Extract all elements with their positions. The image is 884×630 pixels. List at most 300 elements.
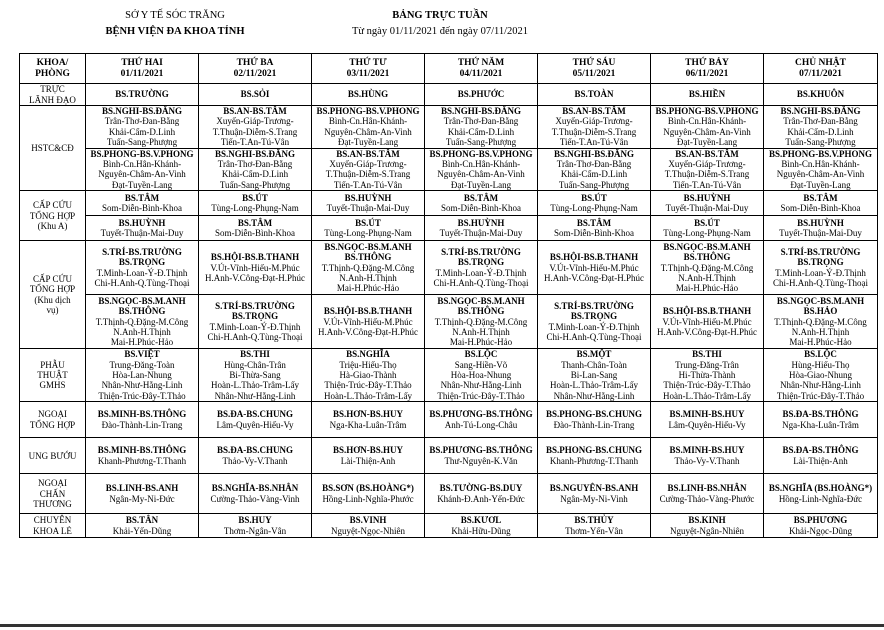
day-column-header (764, 54, 878, 84)
lead-doctor: BS.PHƯƠNG-BS.THÔNG (429, 409, 533, 420)
lead-doctor: BS.TÂN (125, 515, 159, 526)
staff-names: Thiện-Trúc-Đây-T.Thảo (776, 390, 865, 401)
dept-cell (20, 438, 86, 474)
staff-names: Tuấn-Sang-Phượng (106, 137, 178, 148)
staff-names: Thư-Nguyên-K.Văn (444, 455, 518, 466)
staff-names: Trân-Thơ-Đan-Bằng (783, 116, 858, 127)
lead-doctor: BS.HÙNG (347, 89, 389, 100)
staff-names: Sang-Hiền-Võ (454, 359, 508, 370)
dept-cell (20, 349, 86, 402)
staff-names: V.Út-Vĩnh-Hiếu-M.Phúc (662, 316, 752, 327)
shift-cell (425, 106, 538, 149)
shift-cell (425, 191, 538, 216)
lead-doctor: BS.HUỲNH (344, 192, 392, 203)
staff-names: Tuấn-Sang-Phượng (219, 179, 291, 190)
staff-names: Thiện-Trúc-Đây-T.Thảo (98, 390, 186, 401)
staff-names: Khải-Cẩm-D.Linh (787, 126, 854, 137)
lead-doctor: BS.THÔNG (344, 252, 392, 263)
staff-names: Thiện-Trúc-Đây-T.Thảo (324, 380, 412, 391)
lead-doctor: BS.TRỌNG (231, 311, 279, 322)
staff-names: Tùng-Long-Phụng-Nam (550, 203, 638, 214)
shift-cell (538, 474, 651, 514)
lead-doctor: BS.TÂM (124, 192, 160, 203)
staff-names: Tiến-T.An-Tú-Vân (672, 179, 742, 190)
day-date: 04/11/2021 (459, 68, 503, 79)
staff-names: Tuyết-Thuận-Mai-Duy (326, 203, 410, 214)
lead-doctor: BS.SỎI (240, 89, 270, 100)
shift-cell (199, 295, 312, 349)
staff-names: Nhân-Như-Hằng-Linh (553, 390, 635, 401)
staff-names: Tuyết-Thuận-Mai-Duy (665, 203, 749, 214)
staff-names: Hoàn-L.Thảo-Trâm-Lấy (324, 390, 412, 401)
shift-cell (86, 514, 199, 538)
staff-names: Ngân-My-Ni-Đức (109, 493, 175, 504)
lead-doctor: BS.THÔNG (457, 306, 505, 317)
staff-names: T.Thuận-Diễm-S.Trang (551, 126, 637, 137)
staff-names: T.Thịnh-Q.Đặng-M.Công (434, 316, 528, 327)
table-row (20, 474, 878, 514)
staff-names: Mai-H.Phúc-Hảo (789, 337, 852, 348)
lead-doctor: BS.MINH-BS.HUY (669, 445, 745, 456)
table-row (20, 241, 878, 295)
lead-doctor: BS.THÔNG (683, 252, 731, 263)
lead-doctor: BS.NGHI-BS.ĐĂNG (780, 106, 861, 116)
staff-names: V.Út-Vĩnh-Hiếu-M.Phúc (210, 262, 300, 273)
lead-doctor: BS.HƠN-BS.HUY (332, 445, 403, 456)
staff-names: T.Thịnh-Q.Đặng-M.Công (660, 262, 754, 273)
staff-names: Chi-H.Anh-Q.Tùng-Thoại (546, 332, 642, 343)
staff-names: Hùng-Hiếu-Thọ (791, 359, 850, 370)
lead-doctor: BS.THI (692, 349, 722, 360)
shift-cell (538, 84, 651, 106)
staff-names: Thảo-Vy-V.Thanh (674, 455, 740, 466)
staff-names: Đạt-Tuyền-Lang (111, 179, 173, 190)
dept-name-line: THUẬT (37, 370, 68, 381)
shift-cell (764, 474, 878, 514)
staff-names: T.Thịnh-Q.Đặng-M.Công (321, 262, 415, 273)
shift-cell (764, 148, 878, 191)
staff-names: Nhân-Như-Hằng-Linh (780, 380, 861, 391)
dept-name-line: CẤP CỨU (33, 200, 72, 211)
staff-names: T.Thuận-Diễm-S.Trang (212, 126, 298, 137)
staff-names: Đạt-Tuyền-Lang (790, 179, 851, 190)
shift-cell (312, 474, 425, 514)
shift-cell (425, 349, 538, 402)
shift-cell (538, 241, 651, 295)
staff-names: Hòa-Giao-Nhung (789, 370, 852, 381)
shift-cell (538, 438, 651, 474)
staff-names: Khánh-Đ.Anh-Yến-Đức (437, 493, 525, 504)
shift-cell (312, 295, 425, 349)
document-header-right (330, 8, 550, 40)
staff-names: Hòa-Lan-Nhung (112, 370, 172, 381)
staff-names: Anh-Tú-Long-Châu (444, 419, 518, 430)
shift-cell (538, 148, 651, 191)
staff-names: Hoàn-L.Thảo-Trâm-Lấy (211, 380, 299, 391)
shift-cell (538, 295, 651, 349)
shift-cell (86, 241, 199, 295)
shift-cell (312, 402, 425, 438)
shift-cell (651, 148, 764, 191)
lead-doctor: BS.HƠN-BS.HUY (332, 409, 403, 420)
staff-names: Hà-Giao-Thành (339, 370, 397, 381)
shift-cell (651, 295, 764, 349)
staff-names: Chi-H.Anh-Q.Tùng-Thoại (94, 278, 190, 289)
shift-cell (425, 402, 538, 438)
shift-cell (651, 514, 764, 538)
staff-names: Thảo-Vy-V.Thanh (222, 455, 288, 466)
staff-names: Bi-Thừa-Sang (229, 370, 281, 381)
lead-doctor: BS.THI (240, 349, 270, 360)
dept-header-line: PHÒNG (35, 68, 70, 79)
staff-names: Tuấn-Sang-Phượng (785, 137, 856, 148)
lead-doctor: BS.AN-BS.TÂM (562, 106, 626, 116)
table-row (20, 106, 878, 149)
staff-names: Som-Diễn-Bình-Khoa (554, 228, 634, 239)
dept-name-line: (Khu dịch (34, 294, 71, 305)
day-column-header (425, 54, 538, 84)
staff-names: Thơm-Yến-Vân (565, 525, 623, 536)
dept-name-line: TỔNG HỢP (29, 419, 76, 430)
dept-name-line: (Khu A) (37, 220, 68, 231)
staff-names: Trân-Thơ-Đan-Bằng (443, 116, 519, 127)
dept-cell (20, 514, 86, 538)
lead-doctor: BS.ĐA-BS.THÔNG (782, 409, 859, 420)
shift-cell (425, 474, 538, 514)
staff-names: T.Minh-Loan-Ý-Đ.Thịnh (209, 321, 301, 332)
staff-names: T.Minh-Loan-Ý-Đ.Thịnh (435, 267, 527, 278)
day-name: THỨ NĂM (457, 57, 505, 68)
staff-names: Nhân-Như-Hằng-Linh (214, 390, 296, 401)
shift-cell (538, 106, 651, 149)
dept-header-line: KHOA/ (36, 57, 69, 68)
header-row (20, 54, 878, 84)
staff-names: Bình-Cn.Hân-Khánh- (781, 159, 860, 170)
staff-names: Khải-Cẩm-D.Linh (221, 169, 289, 180)
staff-names: Som-Diễn-Bình-Khoa (102, 203, 182, 214)
table-row (20, 191, 878, 216)
shift-cell (199, 216, 312, 241)
shift-cell (425, 295, 538, 349)
lead-doctor: BS.MINH-BS.THÔNG (97, 445, 187, 456)
shift-cell (651, 349, 764, 402)
shift-cell (764, 402, 878, 438)
shift-cell (425, 514, 538, 538)
staff-names: Tuấn-Sang-Phượng (445, 137, 517, 148)
staff-names: Hòa-Hoa-Nhung (450, 370, 512, 381)
staff-names: Hoàn-L.Thảo-Trâm-Lấy (663, 390, 751, 401)
shift-cell (764, 295, 878, 349)
day-name: THỨ HAI (121, 57, 163, 68)
staff-names: Đạt-Tuyền-Lang (676, 137, 738, 148)
shift-cell (538, 402, 651, 438)
shift-cell (764, 84, 878, 106)
roster-header (20, 54, 878, 84)
lead-doctor: BS.HUỲNH (118, 217, 166, 228)
lead-doctor: BS.PHONG-BS.CHUNG (545, 445, 642, 456)
staff-names: Trân-Thơ-Đan-Bằng (104, 116, 180, 127)
staff-names: Khải-Ngọc-Dũng (789, 525, 852, 536)
lead-doctor: BS.NGHI-BS.ĐĂNG (101, 106, 182, 116)
lead-doctor: BS.AN-BS.TÂM (675, 148, 739, 159)
shift-cell (538, 191, 651, 216)
staff-names: H.Anh-V.Công-Đạt-H.Phúc (656, 326, 758, 337)
lead-doctor: BS.HỘI-BS.B.THANH (549, 252, 639, 263)
lead-doctor: BS.NGỌC-BS.M.ANH (98, 295, 186, 306)
lead-doctor: BS.NGHI-BS.ĐĂNG (214, 148, 295, 159)
table-row (20, 216, 878, 241)
staff-names: Nhân-Như-Hằng-Linh (101, 380, 183, 391)
lead-doctor: BS.TRƯỜNG (115, 89, 169, 100)
lead-doctor: BS.ĐA-BS.CHUNG (216, 445, 293, 456)
shift-cell (538, 514, 651, 538)
day-date: 07/11/2021 (799, 68, 842, 79)
staff-names: Tuyết-Thuận-Mai-Duy (439, 228, 523, 239)
staff-names: T.Thuận-Diễm-S.Trang (664, 169, 750, 180)
table-row (20, 84, 878, 106)
shift-cell (538, 216, 651, 241)
roster-body (20, 84, 878, 538)
shift-cell (312, 514, 425, 538)
staff-names: N.Anh-H.Thịnh (339, 272, 397, 283)
lead-doctor: S.TRÍ-BS.TRƯỜNG (215, 300, 295, 311)
lead-doctor: BS.PHONG-BS.V.PHONG (429, 148, 533, 159)
staff-names: Lâm-Quyên-Hiếu-Vy (668, 419, 746, 430)
staff-names: Lâm-Quyên-Hiếu-Vy (216, 419, 294, 430)
shift-cell (651, 474, 764, 514)
staff-names: Nguyên-Châm-An-Vinh (324, 126, 412, 137)
staff-names: Tiến-T.An-Tú-Vân (220, 137, 290, 148)
shift-cell (199, 402, 312, 438)
staff-names: Lài-Thiện-Anh (340, 455, 396, 466)
staff-names: Bình-Cn.Hân-Khánh- (667, 116, 747, 127)
staff-names: Cường-Thảo-Vàng-Vinh (210, 493, 300, 504)
dept-name-line: CHUYÊN (33, 515, 72, 526)
lead-doctor: BS.PHONG-BS.V.PHONG (655, 106, 759, 116)
lead-doctor: BS.HUY (238, 515, 272, 526)
staff-names: Chi-H.Anh-Q.Tùng-Thoại (207, 332, 303, 343)
lead-doctor: BS.SƠN (BS.HOÀNG*) (322, 483, 414, 494)
staff-names: H.Anh-V.Công-Đạt-H.Phúc (317, 326, 419, 337)
staff-names: Som-Diễn-Bình-Khoa (441, 203, 521, 214)
lead-doctor: BS.AN-BS.TÂM (223, 106, 287, 116)
shift-cell (764, 191, 878, 216)
staff-names: N.Anh-H.Thịnh (113, 326, 171, 337)
staff-names: N.Anh-H.Thịnh (678, 272, 736, 283)
staff-names: Xuyến-Giáp-Trương- (555, 116, 633, 127)
staff-names: Som-Diễn-Bình-Khoa (215, 228, 295, 239)
table-row (20, 349, 878, 402)
lead-doctor: BS.KINH (688, 515, 726, 526)
dept-name-line: vụ) (46, 305, 59, 316)
staff-names: V.Út-Vĩnh-Hiếu-M.Phúc (323, 316, 413, 327)
shift-cell (86, 148, 199, 191)
table-row (20, 295, 878, 349)
table-row (20, 402, 878, 438)
staff-names: T.Minh-Loan-Ý-Đ.Thịnh (548, 321, 640, 332)
staff-names: Mai-H.Phúc-Hảo (336, 283, 400, 294)
shift-cell (199, 84, 312, 106)
staff-names: T.Minh-Loan-Ý-Đ.Thịnh (96, 267, 188, 278)
staff-names: Nhân-Như-Hằng-Linh (440, 380, 522, 391)
staff-names: Nguyệt-Ngân-Nhiên (670, 525, 744, 536)
lead-doctor: S.TRÍ-BS.TRƯỜNG (780, 246, 861, 257)
dept-name-line: LÃNH ĐẠO (29, 94, 76, 105)
staff-names: Tùng-Long-Phụng-Nam (324, 228, 412, 239)
shift-cell (651, 241, 764, 295)
lead-doctor: BS.TÂM (463, 192, 499, 203)
lead-doctor: BS.NGUYÊN-BS.ANH (549, 483, 639, 494)
dept-name-line: NGOẠI (38, 409, 67, 420)
lead-doctor: BS.NGHI-BS.ĐĂNG (553, 148, 634, 159)
staff-names: T.Thịnh-Q.Đặng-M.Công (774, 316, 867, 327)
shift-cell (199, 438, 312, 474)
shift-cell (312, 216, 425, 241)
shift-cell (425, 148, 538, 191)
lead-doctor: BS.HIỀN (688, 89, 726, 100)
day-name: THỨ SÁU (572, 57, 616, 68)
staff-names: Chi-H.Anh-Q.Tùng-Thoại (773, 278, 868, 289)
shift-cell (199, 191, 312, 216)
staff-names: Khải-Hữu-Dũng (451, 525, 511, 536)
lead-doctor: BS.ÚT (242, 192, 268, 203)
shift-cell (312, 84, 425, 106)
day-date: 01/11/2021 (120, 68, 164, 79)
shift-cell (199, 474, 312, 514)
table-row (20, 148, 878, 191)
staff-names: Tiến-T.An-Tú-Vân (333, 179, 403, 190)
staff-names: Đạt-Tuyền-Lang (450, 179, 512, 190)
day-name: THỨ BA (236, 57, 274, 68)
staff-names: Ngân-My-Ni-Vinh (560, 493, 628, 504)
staff-names: Trung-Đăng-Toàn (109, 359, 175, 370)
lead-doctor: BS.LINH-BS.NHÂN (667, 483, 747, 494)
shift-cell (425, 216, 538, 241)
lead-doctor: BS.TÂM (576, 217, 612, 228)
lead-doctor: BS.HỘI-BS.B.THANH (210, 252, 300, 263)
dept-cell (20, 474, 86, 514)
dept-name-line: THƯƠNG (33, 498, 72, 509)
lead-doctor: BS.HUỲNH (683, 192, 731, 203)
staff-names: H.Anh-V.Công-Đạt-H.Phúc (204, 272, 306, 283)
shift-cell (425, 241, 538, 295)
dept-name-line: KHOA LẺ (33, 525, 72, 536)
shift-cell (312, 241, 425, 295)
staff-names: Nguyên-Châm-An-Vinh (776, 169, 865, 180)
shift-cell (764, 514, 878, 538)
org-department: SỞ Y TẾ SÓC TRĂNG (125, 10, 225, 21)
staff-names: Khải-Cẩm-D.Linh (560, 169, 628, 180)
lead-doctor: BS.NGỌC-BS.M.ANH (776, 295, 865, 306)
shift-cell (538, 349, 651, 402)
staff-names: Bình-Cn.Hân-Khánh- (328, 116, 408, 127)
lead-doctor: BS.PHƯƠNG (793, 515, 848, 526)
staff-names: Tiến-T.An-Tú-Vân (559, 137, 629, 148)
shift-cell (764, 241, 878, 295)
lead-doctor: BS.MINH-BS.THÔNG (97, 409, 187, 420)
lead-doctor: BS.LỘC (464, 349, 498, 360)
shift-cell (425, 438, 538, 474)
staff-names: Hồng-Linh-Nghĩa-Đức (778, 493, 863, 504)
day-date: 02/11/2021 (233, 68, 277, 79)
hospital-name: BỆNH VIỆN ĐA KHOA TỈNH (105, 26, 245, 37)
lead-doctor: BS.TRỌNG (797, 257, 844, 268)
shift-cell (651, 191, 764, 216)
lead-doctor: BS.ÚT (694, 217, 720, 228)
lead-doctor: BS.NGHĨA-BS.NHÂN (211, 483, 299, 494)
lead-doctor: BS.VIỆT (124, 349, 160, 360)
staff-names: N.Anh-H.Thịnh (452, 326, 510, 337)
day-date: 06/11/2021 (685, 68, 729, 79)
lead-doctor: BS.TRỌNG (118, 257, 166, 268)
staff-names: Nga-Kha-Luân-Trâm (782, 419, 859, 430)
staff-names: Triệu-Hiếu-Thọ (339, 359, 397, 370)
lead-doctor: BS.VINH (349, 515, 387, 526)
shift-cell (425, 84, 538, 106)
staff-names: V.Út-Vĩnh-Hiếu-M.Phúc (549, 262, 639, 273)
shift-cell (764, 438, 878, 474)
staff-names: N.Anh-H.Thịnh (791, 326, 850, 337)
staff-names: Hi-Thừa-Thành (678, 370, 736, 381)
staff-names: Trung-Đăng-Trân (675, 359, 739, 370)
staff-names: Đào-Thành-Lin-Trang (553, 419, 635, 430)
shift-cell (86, 474, 199, 514)
lead-doctor: BS.MỘT (576, 349, 612, 360)
lead-doctor: BS.TƯỜNG-BS.DUY (439, 483, 523, 494)
lead-doctor: BS.NGỌC-BS.M.ANH (324, 241, 412, 252)
staff-names: Thanh-Chân-Toàn (561, 359, 627, 370)
shift-cell (764, 106, 878, 149)
dept-name-line: NGOẠI (38, 478, 67, 489)
dept-cell (20, 106, 86, 191)
shift-cell (86, 349, 199, 402)
lead-doctor: BS.TÂM (237, 217, 273, 228)
staff-names: Tuyết-Thuận-Mai-Duy (100, 228, 184, 239)
dept-name-line: GMHS (39, 380, 66, 391)
shift-cell (651, 106, 764, 149)
staff-names: Som-Diễn-Bình-Khoa (780, 203, 861, 214)
shift-cell (312, 106, 425, 149)
staff-names: Tùng-Long-Phụng-Nam (211, 203, 299, 214)
staff-names: Tùng-Long-Phụng-Nam (663, 228, 751, 239)
shift-cell (86, 106, 199, 149)
shift-cell (764, 349, 878, 402)
day-column-header (651, 54, 764, 84)
lead-doctor: BS.AN-BS.TÂM (336, 148, 400, 159)
day-column-header (86, 54, 199, 84)
staff-names: T.Thịnh-Q.Đặng-M.Công (95, 316, 189, 327)
shift-cell (199, 106, 312, 149)
date-range: Từ ngày 01/11/2021 đến ngày 07/11/2021 (351, 26, 529, 37)
staff-names: Bi-Lan-Sang (570, 370, 618, 381)
lead-doctor: BS.NGỌC-BS.M.ANH (437, 295, 525, 306)
staff-names: Xuyến-Giáp-Trương- (216, 116, 294, 127)
shift-cell (199, 148, 312, 191)
shift-cell (651, 84, 764, 106)
lead-doctor: BS.THÔNG (118, 306, 166, 317)
lead-doctor: BS.HẢO (803, 306, 838, 317)
shift-cell (86, 438, 199, 474)
lead-doctor: S.TRÍ-BS.TRƯỜNG (102, 246, 182, 257)
staff-names: Thiện-Trúc-Đây-T.Thảo (663, 380, 751, 391)
lead-doctor: BS.NGHI-BS.ĐĂNG (440, 106, 521, 116)
lead-doctor: BS.LINH-BS.ANH (105, 483, 179, 494)
table-row (20, 514, 878, 538)
shift-cell (86, 402, 199, 438)
dept-name-line: UNG BƯỚU (28, 450, 77, 461)
lead-doctor: BS.HUỲNH (797, 217, 844, 228)
lead-doctor: BS.PHONG-BS.V.PHONG (316, 106, 420, 116)
